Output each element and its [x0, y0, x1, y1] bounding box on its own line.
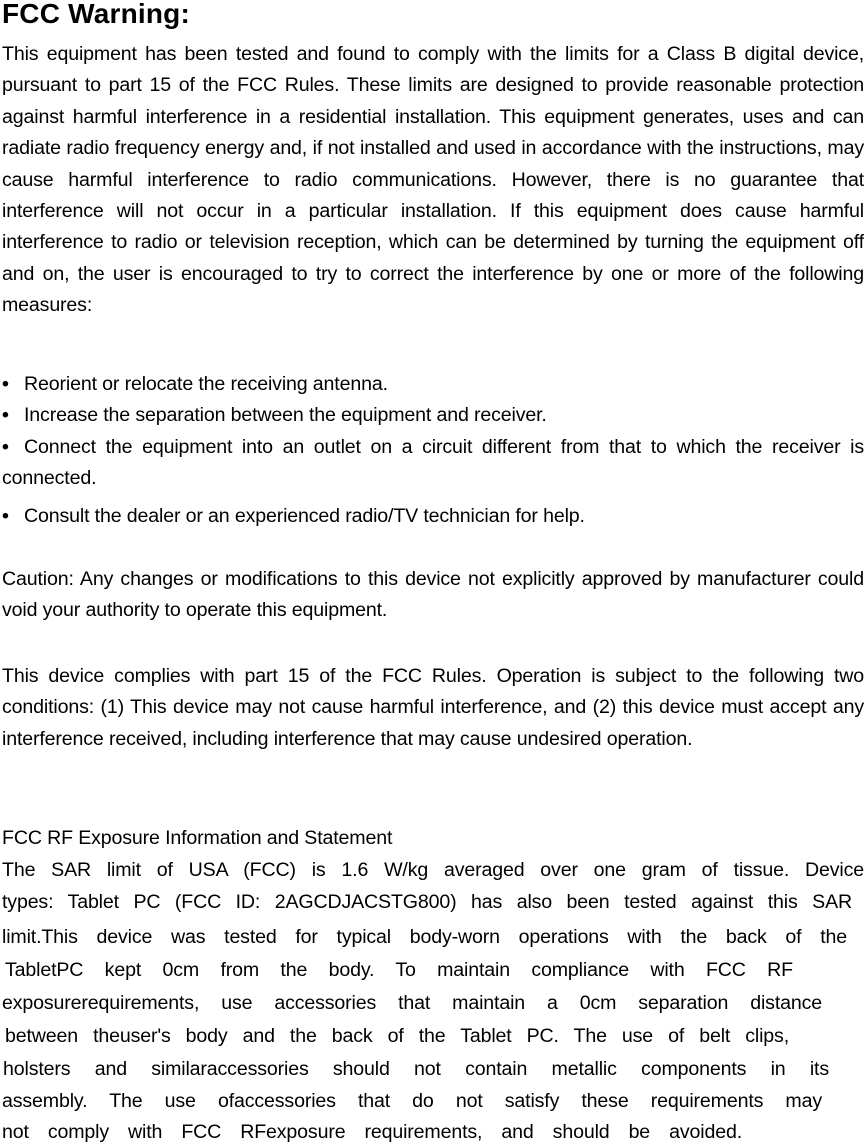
bullet-text: Increase the separation between the equipment and receiver.: [24, 404, 547, 426]
intro-paragraph: This equipment has been tested and found to comply with the limits for a Class B digital device, pursuant to part 15 of the FCC Rules. These limits are designed to provide reasonable protection against harmful interference in a residential installation. This equipment generates, uses and can radiate radio frequency energy and, if not installed and used in accordance with the instructions, may cause harmful interference to radio communications. However, there is no guarantee that interference will not occur in a particular installation. If this equipment does cause harmful interference to radio or television reception, which can be determined by turning the equipment off and on, the user is encouraged to try to correct the interference by one or more of the following measures:: [2, 43, 864, 317]
rf-line-2: types: Tablet PC (FCC ID: 2AGCDJACSTG800) has also been tested against this SAR: [2, 891, 852, 913]
document-title: FCC Warning:: [2, 0, 190, 29]
bullet-item-2: [2, 400, 864, 431]
bullet-text: Consult the dealer or an experienced radio/TV technician for help.: [24, 505, 585, 527]
rf-line-4: TabletPC kept 0cm from the body. To maintain compliance with FCC RF: [5, 959, 793, 981]
rf-line-5: exposurerequirements, use accessories that maintain a 0cm separation distance: [2, 992, 822, 1014]
bullet-text: Connect the equipment into an outlet on a circuit different from that to which the receiver is connected.: [2, 436, 864, 490]
rf-exposure-heading: FCC RF Exposure Information and Statement: [2, 827, 393, 849]
rf-line-9: not comply with FCC RFexposure requirements, and should be avoided.: [2, 1121, 742, 1143]
bullet-item-4: [2, 501, 864, 532]
bullet-icon: •: [2, 373, 9, 395]
bullet-item-1: [2, 369, 864, 400]
bullet-icon: •: [2, 404, 9, 426]
compliance-paragraph: This device complies with part 15 of the FCC Rules. Operation is subject to the following two conditions: (1) This device may not cause harmful interference, and (2) this device must accept any interference received, including interference that may cause undesired operation.: [2, 665, 864, 750]
rf-line-3: limit.This device was tested for typical body-worn operations with the back of the: [2, 926, 847, 948]
bullet-text: Reorient or relocate the receiving antenna.: [24, 373, 388, 395]
rf-line-7: holsters and similaraccessories should not contain metallic components in its: [3, 1058, 829, 1080]
rf-line-6: between theuser's body and the back of the Tablet PC. The use of belt clips,: [5, 1025, 789, 1047]
rf-line-8: assembly. The use ofaccessories that do not satisfy these requirements may: [2, 1090, 822, 1112]
bullet-icon: •: [2, 436, 9, 458]
caution-paragraph: Caution: Any changes or modiﬁcations to this device not explicitly approved by manufacturer could void your authority to operate this equipment.: [2, 568, 864, 622]
bullet-item-3: [2, 432, 864, 495]
rf-line-1: The SAR limit of USA (FCC) is 1.6 W/kg averaged over one gram of tissue. Device: [2, 859, 864, 881]
bullet-icon: •: [2, 505, 9, 527]
